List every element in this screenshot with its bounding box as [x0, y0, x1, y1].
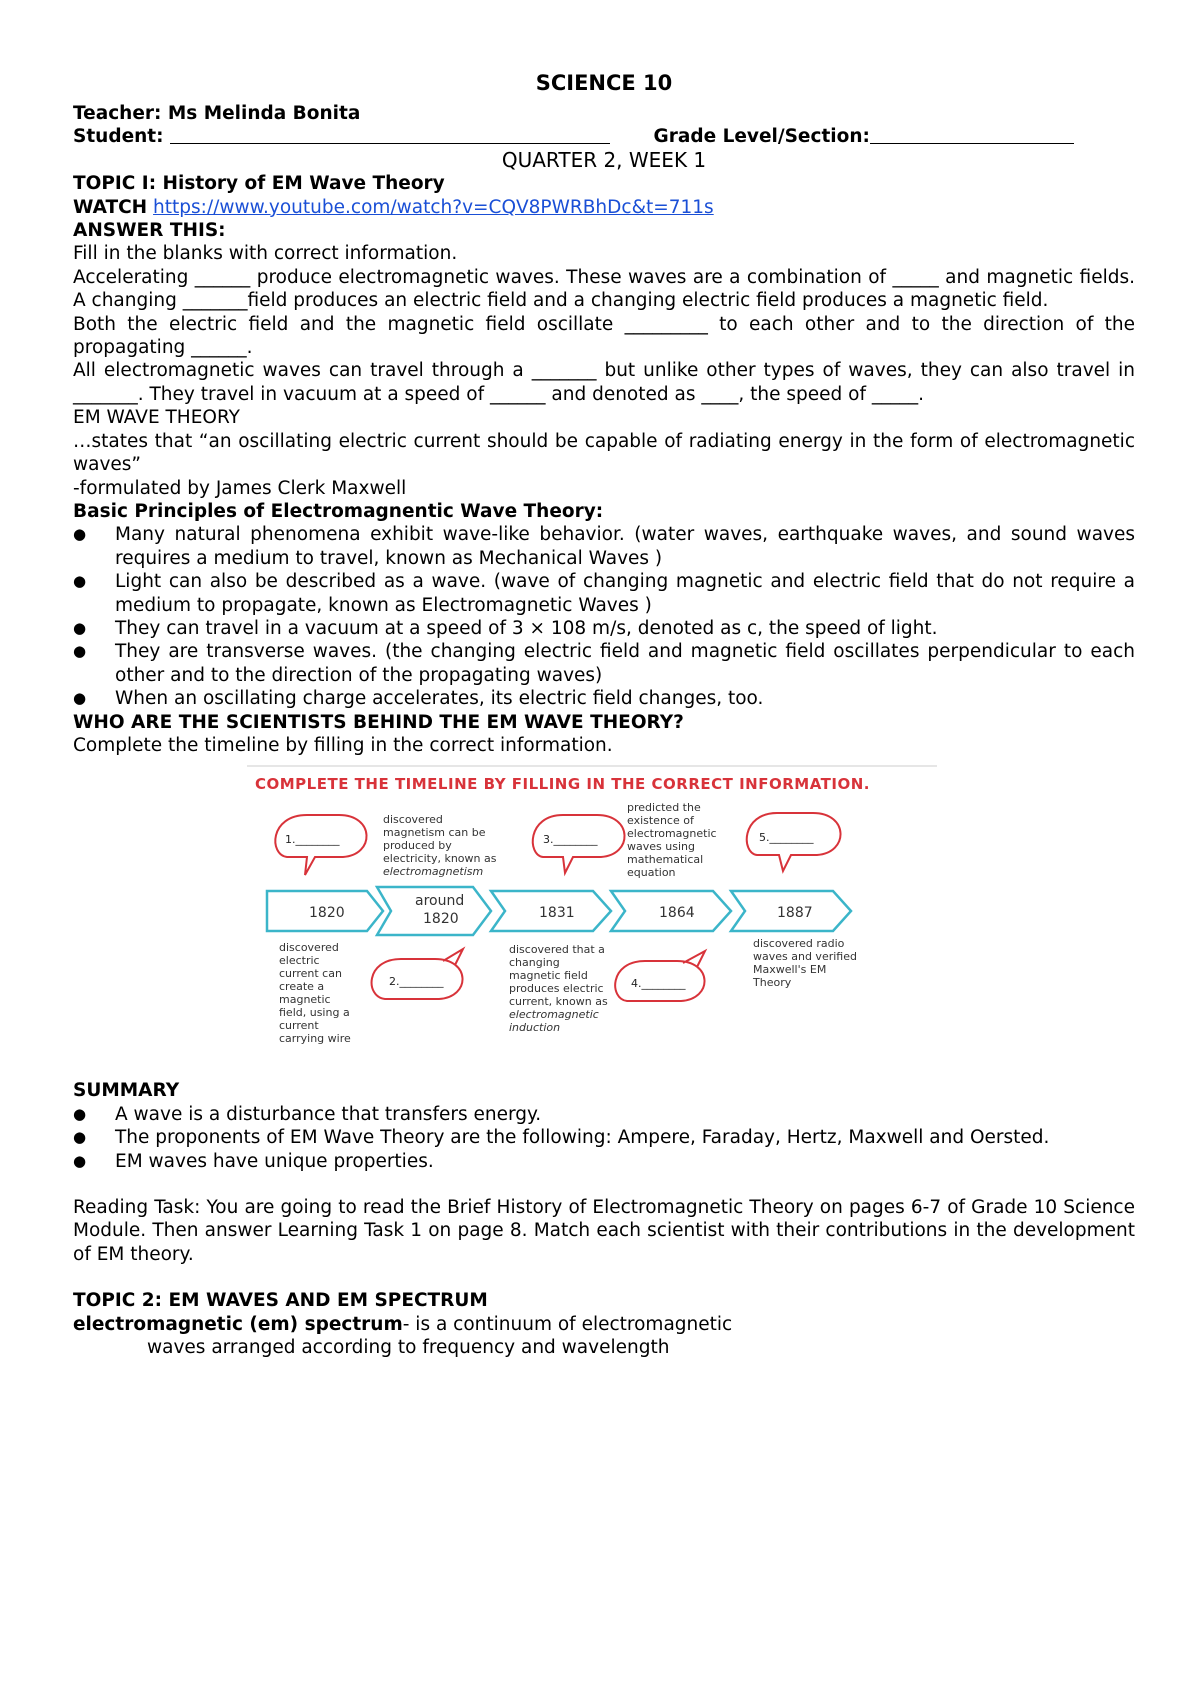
timeline-graphic	[247, 763, 937, 1075]
svg-text:magnetism can be: magnetism can be	[383, 826, 486, 840]
svg-text:electric: electric	[279, 954, 320, 968]
svg-text:current can: current can	[279, 967, 342, 981]
svg-text:electromagnetic: electromagnetic	[509, 1008, 599, 1022]
spectrum-term: electromagnetic (em) spectrum	[73, 1313, 403, 1335]
worksheet-page	[73, 70, 1135, 1359]
svg-text:electromagnetism: electromagnetism	[383, 865, 484, 879]
svg-text:carrying wire: carrying wire	[279, 1032, 351, 1046]
timeline-instruction: Complete the timeline by filling in the correct information.	[73, 734, 613, 756]
grade-section-field[interactable]	[870, 125, 1074, 144]
note-around1820	[383, 813, 497, 878]
svg-text:create a: create a	[279, 980, 325, 994]
student-row	[73, 125, 1135, 148]
year-around: around	[415, 893, 465, 910]
svg-text:electricity, known as: electricity, known as	[383, 852, 497, 866]
svg-text:waves using: waves using	[627, 840, 695, 854]
svg-text:Theory: Theory	[753, 976, 792, 990]
year-1887: 1887	[777, 905, 813, 922]
summary-list	[73, 1103, 1135, 1173]
blank-5[interactable]: 5.________	[759, 831, 814, 845]
list-item: ● They can travel in a vacuum at a speed of 3 × 108 m/s, denoted as c, the speed of light.	[73, 617, 1135, 640]
topic1-heading: TOPIC I: History of EM Wave Theory	[73, 173, 445, 195]
theory-quote: …states that “an oscillating electric current should be capable of radiating energy in the form of electromagnetic waves”	[73, 430, 1135, 476]
student-name-field[interactable]	[170, 125, 610, 144]
svg-text:produces electric: produces electric	[509, 982, 604, 996]
fill-paragraph-3: All electromagnetic waves can travel through a _______ but unlike other types of waves, they can also travel in _______. They travel in vacuum at a speed of ______ and denoted as ____, the speed of _____.	[73, 360, 1135, 405]
formulated-by: -formulated by James Clerk Maxwell	[73, 477, 407, 499]
page-title: SCIENCE 10	[535, 71, 673, 95]
timeline-title: COMPLETE THE TIMELINE BY FILLING IN THE CORRECT INFORMATION.	[255, 775, 870, 794]
blank-1[interactable]: 1.________	[285, 833, 340, 847]
list-item: ● EM waves have unique properties.	[73, 1150, 1135, 1173]
year-1864: 1864	[659, 905, 695, 922]
student-label: Student:	[73, 126, 164, 148]
list-item: ● Many natural phenomena exhibit wave-like behavior. (water waves, earthquake waves, and sound waves requires a medium to travel, known as Mechanical Waves )	[73, 523, 1135, 570]
bubble-2	[372, 949, 463, 999]
timeline-figure	[247, 763, 937, 1075]
svg-text:electromagnetic: electromagnetic	[627, 827, 717, 841]
svg-text:Maxwell's EM: Maxwell's EM	[753, 963, 827, 977]
blank-4[interactable]: 4.________	[631, 977, 686, 991]
reading-task: Reading Task: You are going to read the Brief History of Electromagnetic Theory on pages 6-7 of Grade 10 Science Module. Then answer Learning Task 1 on page 8. Match each scientist with their contributions in the development of EM theory.	[73, 1197, 1135, 1265]
em-wave-theory-label: EM WAVE THEORY	[73, 407, 240, 429]
bubble-4	[615, 951, 705, 1001]
spectrum-definition	[73, 1313, 1135, 1336]
note-1831	[509, 943, 608, 1034]
year-1831: 1831	[539, 905, 575, 922]
blank-3[interactable]: 3.________	[543, 833, 598, 847]
teacher-line: Teacher: Ms Melinda Bonita	[73, 103, 361, 124]
note-1887	[752, 937, 857, 989]
svg-text:predicted the: predicted the	[627, 801, 701, 815]
list-item: ● A wave is a disturbance that transfers energy.	[73, 1103, 1135, 1126]
scientists-heading: WHO ARE THE SCIENTISTS BEHIND THE EM WAVE THEORY?	[73, 711, 684, 733]
svg-text:current, known as: current, known as	[509, 995, 608, 1009]
svg-text:discovered: discovered	[279, 941, 339, 955]
svg-text:induction: induction	[509, 1021, 561, 1035]
svg-text:changing: changing	[509, 956, 560, 970]
svg-text:mathematical: mathematical	[627, 853, 704, 867]
grade-label: Grade Level/Section:	[653, 126, 870, 148]
svg-text:existence of: existence of	[627, 814, 694, 828]
note-1820	[279, 941, 351, 1045]
svg-text:field, using a: field, using a	[279, 1006, 350, 1020]
principles-heading: Basic Principles of Electromagnentic Wave Theory:	[73, 500, 604, 522]
svg-text:magnetic: magnetic	[279, 993, 331, 1007]
fill-paragraph-2: Both the electric field and the magnetic field oscillate _________ to each other and to the direction of the propagating ______.	[73, 313, 1135, 359]
topic2-heading: TOPIC 2: EM WAVES AND EM SPECTRUM	[73, 1290, 488, 1312]
list-item: ● Light can also be described as a wave. (wave of changing magnetic and electric field that do not require a medium to propagate, known as Electromagnetic Waves )	[73, 570, 1135, 617]
svg-text:produced by: produced by	[383, 839, 452, 853]
youtube-link[interactable]: https://www.youtube.com/watch?v=CQV8PWRBhDc&t=711s	[153, 196, 714, 218]
quarter-heading: QUARTER 2, WEEK 1	[501, 147, 707, 172]
svg-text:magnetic field: magnetic field	[509, 969, 588, 983]
watch-line	[73, 196, 1135, 219]
fill-paragraph-1: Accelerating ______ produce electromagnetic waves. These waves are a combination of _____ and magnetic fields. A changing _______field produces an electric field and a changing electric field produces a magnetic field.	[73, 266, 1135, 312]
blank-2[interactable]: 2.________	[389, 975, 444, 989]
list-item: ● They are transverse waves. (the changing electric field and magnetic field oscillates perpendicular to each other and to the direction of the propagating waves)	[73, 640, 1135, 687]
svg-text:discovered: discovered	[383, 813, 443, 827]
watch-label: WATCH	[73, 196, 148, 218]
svg-text:discovered radio: discovered radio	[753, 937, 845, 951]
svg-text:waves and verified: waves and verified	[753, 950, 857, 964]
summary-heading: SUMMARY	[73, 1080, 180, 1102]
fill-instructions: Fill in the blanks with correct information.	[73, 243, 458, 265]
note-1864	[627, 801, 717, 879]
svg-text:discovered that a: discovered that a	[509, 943, 605, 957]
year-around-1820: 1820	[423, 911, 459, 928]
spectrum-def-1: - is a continuum of electromagnetic	[402, 1313, 733, 1335]
spectrum-def-2: waves arranged according to frequency and wavelength	[147, 1337, 670, 1359]
list-item: ● When an oscillating charge accelerates, its electric field changes, too.	[73, 687, 1135, 710]
list-item: ● The proponents of EM Wave Theory are the following: Ampere, Faraday, Hertz, Maxwell and Oersted.	[73, 1126, 1135, 1149]
svg-text:equation: equation	[627, 866, 676, 880]
answer-this-heading: ANSWER THIS:	[73, 220, 226, 242]
principles-list	[73, 523, 1135, 710]
year-1820: 1820	[309, 905, 345, 922]
svg-text:current: current	[279, 1019, 319, 1033]
